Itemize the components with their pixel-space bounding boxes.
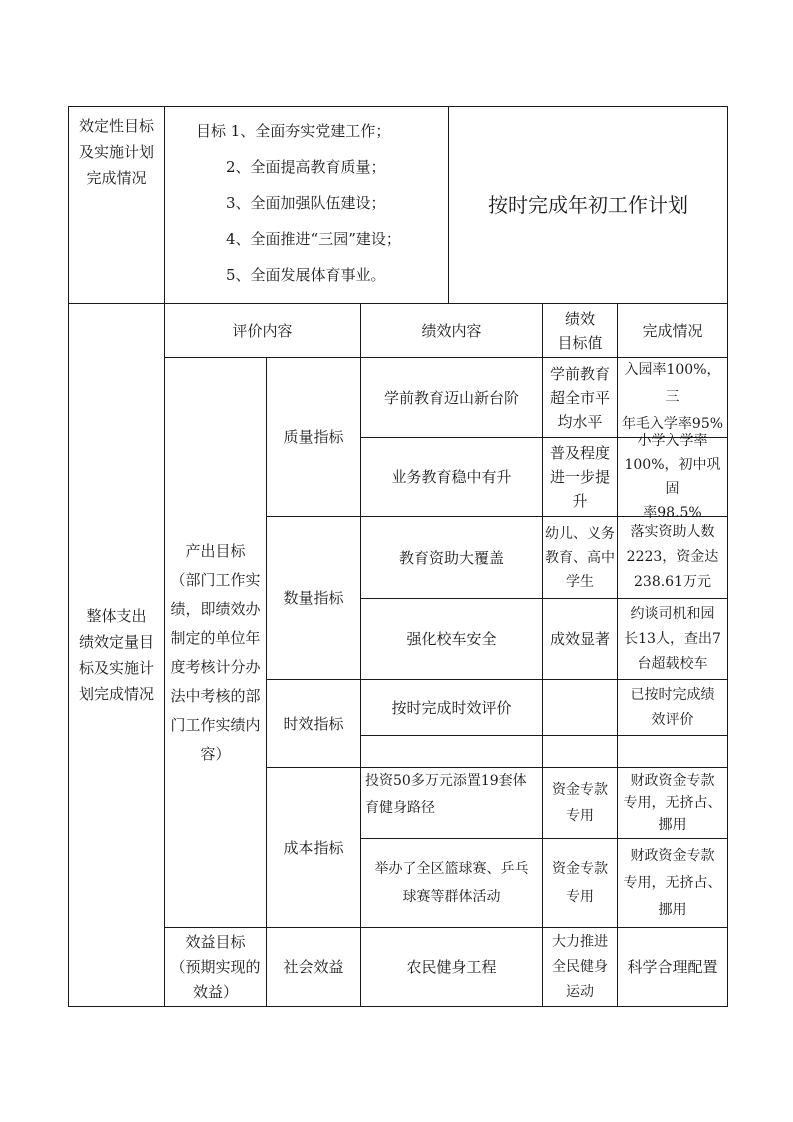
target-line: 资金专款 [552, 782, 608, 798]
perf-cell [361, 768, 546, 838]
completion-cell [618, 680, 727, 735]
header-eval-content: 评价内容 [232, 321, 293, 340]
header-line: 及实施计划 [78, 143, 154, 161]
target-cell [543, 517, 617, 598]
output-goal-line: 产出目标 [185, 541, 246, 560]
target-line: 专用 [566, 889, 594, 905]
category-quantity: 数量指标 [283, 589, 344, 607]
perf-cell: 农民健身工程 [406, 958, 497, 976]
benefit-line: （预期实现的 [170, 957, 261, 976]
category-timeliness: 时效指标 [283, 714, 344, 733]
perf-line: 举办了全区篮球赛、乒乓 [374, 861, 529, 877]
header-completion: 完成情况 [642, 321, 703, 340]
output-goal-line: 度考核计分办 [170, 657, 261, 676]
completion-line: 台超载校车 [637, 655, 708, 672]
header-target-line: 目标值 [557, 333, 603, 352]
target-line: 普及程度 [549, 444, 610, 462]
completion-line: 2223，资金达 [626, 549, 719, 565]
completion-cell: 科学合理配置 [627, 958, 718, 976]
target-line: 均水平 [557, 412, 603, 431]
side-label-line: 绩效定量目 [78, 633, 154, 651]
target-cell [543, 928, 617, 1006]
target-line: 幼儿、义务 [545, 525, 615, 542]
completion-line: 专用，无挤占、 [623, 795, 722, 811]
target-line: 资金专款 [552, 861, 608, 877]
perf-cell: 强化校车安全 [406, 630, 497, 648]
target-line: 运动 [566, 983, 594, 1000]
goal-item: 4、全面推进“三园”建设； [226, 230, 401, 248]
header-target-line [565, 307, 595, 331]
perf-cell: 按时完成时效评价 [391, 698, 512, 717]
completion-line: 小学入学率 [637, 433, 708, 449]
completion-line: 专用，无挤占、 [623, 874, 722, 891]
perf-cell [361, 736, 542, 767]
perf-cell: 学前教育迈山新台阶 [383, 388, 519, 407]
category-quality: 质量指标 [283, 428, 344, 446]
side-label-line: 整体支出 [86, 607, 147, 625]
completion-line: 率98.5% [643, 505, 702, 521]
overall-completion: 按时完成年初工作计划 [488, 193, 688, 217]
completion-cell [618, 599, 727, 679]
goal-item: 5、全面发展体育事业。 [226, 266, 386, 284]
perf-cell [361, 839, 542, 927]
header-target-part: 效 [580, 309, 596, 328]
output-goal-line: 门工作实绩内 [170, 715, 261, 734]
goal-item: 目标 1、全面夯实党建工作； [196, 122, 391, 140]
perf-line: 球赛等群体活动 [402, 889, 501, 905]
header-target [543, 304, 617, 357]
completion-cell [618, 768, 727, 838]
target-line: 进一步提 [549, 468, 610, 486]
side-label-line: 划完成情况 [78, 685, 154, 703]
target-cell [543, 736, 617, 767]
target-line: 升 [572, 492, 588, 510]
completion-cell [618, 736, 727, 767]
perf-cell: 教育资助大覆盖 [398, 548, 504, 567]
target-cell [543, 768, 617, 838]
target-line: 专用 [566, 808, 594, 824]
completion-line: 财政资金专款 [630, 773, 715, 789]
completion-line: 已按时完成绩 [630, 686, 715, 703]
completion-line: 238.61万元 [634, 574, 711, 590]
completion-line: 100%，初中巩固 [624, 457, 721, 497]
category-social-benefit: 社会效益 [283, 958, 344, 976]
target-line: 大力推进 [552, 933, 608, 950]
header-perf-content: 绩效内容 [421, 321, 482, 340]
benefit-goal-label [165, 928, 266, 1006]
completion-line: 年毛入学率95% [621, 416, 724, 432]
completion-line: 挪用 [658, 901, 687, 918]
target-line: 全民健身 [552, 958, 608, 975]
benefit-line: 效益目标 [185, 932, 246, 951]
header-line: 效定性目标 [78, 117, 154, 135]
target-line: 学生 [566, 573, 594, 590]
benefit-line: 效益） [192, 982, 238, 1001]
table-border-bottom [68, 1006, 728, 1007]
target-cell [543, 438, 617, 516]
perf-line: 投资50多万元添置19套体 [365, 773, 527, 789]
side-label-line: 标及实施计 [78, 659, 154, 677]
completion-cell [618, 358, 727, 437]
output-goal-line: 绩，即绩效办 [170, 599, 261, 618]
side-label [69, 304, 164, 1006]
perf-cell: 业务教育稳中有升 [391, 468, 512, 486]
output-goal-line: 法中考核的部 [170, 686, 261, 705]
output-goal-line: （部门工作实 [170, 570, 261, 589]
completion-line: 入园率100%，三 [624, 362, 721, 405]
completion-line: 效评价 [651, 711, 694, 728]
completion-cell [618, 839, 727, 927]
completion-cell [618, 433, 727, 521]
target-cell: 成效显著 [549, 630, 610, 648]
completion-line: 落实资助人数 [630, 524, 715, 540]
header-target-part: 绩 [564, 309, 580, 328]
effect-goal-header [69, 107, 164, 197]
output-goal-label [165, 358, 266, 927]
target-line: 教育、高中 [545, 549, 615, 566]
target-line: 学前教育 [549, 364, 610, 383]
completion-line: 约谈司机和园 [630, 605, 715, 622]
completion-cell [618, 517, 727, 598]
table-border-right [727, 106, 728, 1007]
category-cost: 成本指标 [283, 838, 344, 857]
completion-line: 财政资金专款 [630, 847, 715, 864]
target-cell [543, 680, 617, 735]
target-cell [543, 358, 617, 437]
output-goal-line: 制定的单位年 [170, 628, 261, 647]
perf-line: 育健身路径 [365, 800, 435, 816]
target-line: 超全市平 [549, 388, 610, 407]
goal-item: 2、全面提高教育质量； [226, 158, 386, 176]
header-line: 完成情况 [86, 169, 147, 187]
output-goal-line: 容） [200, 744, 231, 763]
target-cell [543, 839, 617, 927]
completion-line: 挪用 [658, 817, 687, 833]
completion-line: 长13人，查出7 [624, 630, 721, 647]
goal-item: 3、全面加强队伍建设； [226, 194, 386, 212]
